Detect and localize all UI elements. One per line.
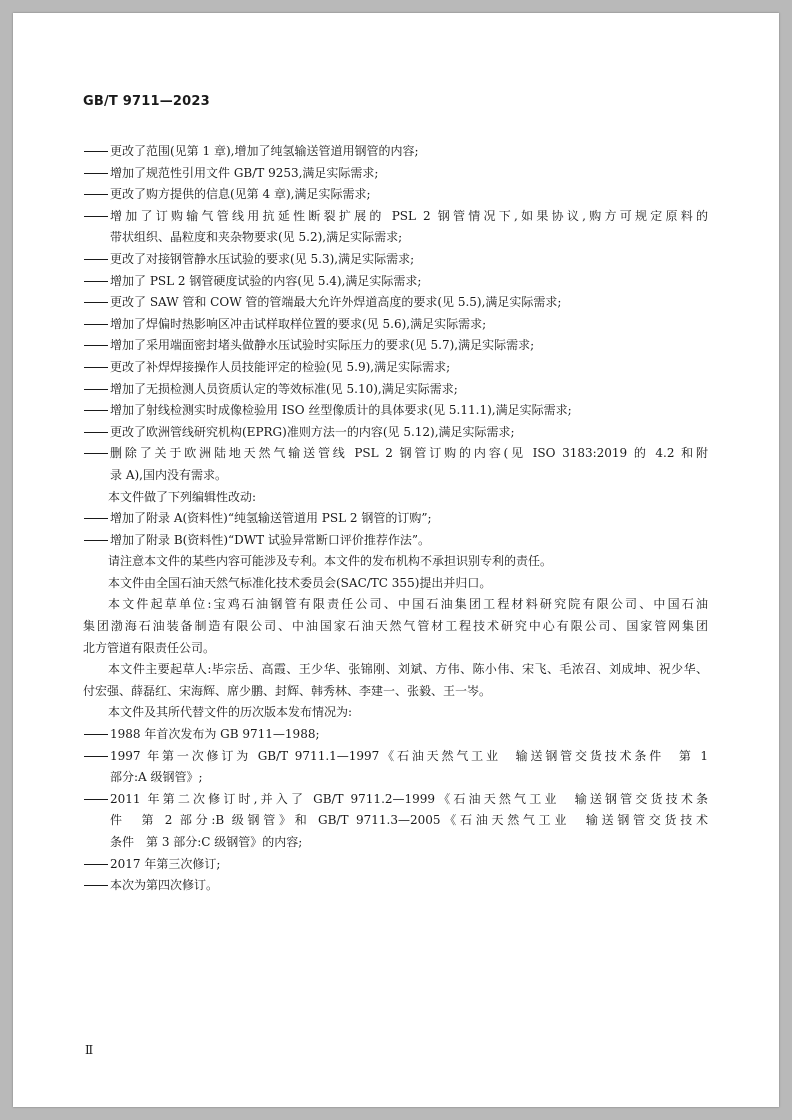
change-item-line: 更改了 SAW 管和 COW 管的管端最大允许外焊道高度的要求(见 5.5),满足实际需求; (110, 295, 562, 310)
change-item (83, 271, 708, 293)
history-item-line: 2011 年第二次修订时,并入了 GB/T 9711.2—1999《石油天然气工业 输送钢管交货技术条 (110, 791, 708, 806)
drafting-units (83, 594, 708, 659)
change-item-line: 录 A),国内没有需求。 (110, 467, 227, 482)
change-item-line: 增加了焊偏时热影响区冲击试样取样位置的要求(见 5.6),满足实际需求; (110, 316, 487, 331)
change-item (83, 206, 708, 249)
em-dash-marker (83, 314, 110, 336)
editorial-list (83, 508, 708, 551)
change-item-line: 更改了购方提供的信息(见第 4 章),满足实际需求; (110, 187, 371, 202)
change-item (83, 163, 708, 185)
history-item (83, 854, 708, 876)
drafting-units-line: 北方管道有限责任公司。 (83, 640, 216, 655)
change-item (83, 422, 708, 444)
em-dash-marker (83, 443, 110, 465)
editorial-item-line: 增加了附录 A(资料性)“纯氢输送管道用 PSL 2 钢管的订购”; (110, 511, 432, 526)
change-item-line: 更改了补焊焊接操作人员技能评定的检验(见 5.9),满足实际需求; (110, 359, 451, 374)
change-item-line: 更改了欧洲管线研究机构(EPRG)准则方法一的内容(见 5.12),满足实际需求; (110, 424, 515, 439)
history-item-line: 本次为第四次修订。 (110, 878, 219, 893)
page-number: Ⅱ (85, 1043, 94, 1057)
em-dash-marker (83, 422, 110, 444)
history-item (83, 746, 708, 789)
em-dash-marker (83, 335, 110, 357)
em-dash-marker (83, 789, 110, 811)
editorial-item (83, 530, 708, 552)
history-list (83, 724, 708, 897)
change-item (83, 400, 708, 422)
em-dash-marker (83, 292, 110, 314)
history-item-line: 件 第 2 部分:B 级钢管》和 GB/T 9711.3—2005《石油天然气工业 输送钢管交货技术 (110, 813, 708, 828)
drafters-line: 付宏强、薛磊红、宋海辉、席少鹏、封辉、韩秀林、李建一、张毅、王一岑。 (83, 683, 492, 698)
drafters-line: 本文件主要起草人:毕宗岳、高霞、王少华、张锦刚、刘斌、方伟、陈小伟、宋飞、毛浓召、刘成坤、祝少华、 (108, 662, 708, 677)
editorial-intro: 本文件做了下列编辑性改动: (108, 489, 257, 504)
change-item-line: 增加了订购输气管线用抗延性断裂扩展的 PSL 2 钢管情况下,如果协议,购方可规定原料的 (110, 208, 708, 223)
standard-code: GB/T 9711—2023 (83, 94, 210, 109)
history-item (83, 724, 708, 746)
history-item-line: 1988 年首次发布为 GB 9711—1988; (110, 727, 320, 742)
document-page (13, 13, 779, 1107)
em-dash-marker (83, 400, 110, 422)
em-dash-marker (83, 379, 110, 401)
proposed-by: 本文件由全国石油天然气标准化技术委员会(SAC/TC 355)提出并归口。 (108, 575, 492, 590)
change-item-line: 更改了对接钢管静水压试验的要求(见 5.3),满足实际需求; (110, 251, 415, 266)
history-item-line: 条件 第 3 部分:C 级钢管》的内容; (110, 835, 303, 849)
change-item-line: 增加了射线检测实时成像检验用 ISO 丝型像质计的具体要求(见 5.11.1),满足实际需求; (110, 403, 572, 418)
em-dash-marker (83, 357, 110, 379)
patent-notice: 请注意本文件的某些内容可能涉及专利。本文件的发布机构不承担识别专利的责任。 (108, 554, 553, 569)
change-item-line: 更改了范围(见第 1 章),增加了纯氢输送管道用钢管的内容; (110, 144, 419, 158)
em-dash-marker (83, 508, 110, 530)
change-item-line: 删除了关于欧洲陆地天然气输送管线 PSL 2 钢管订购的内容(见 ISO 3183:2019 的 4.2 和附 (110, 446, 708, 461)
history-item-line: 1997 年第一次修订为 GB/T 9711.1—1997《石油天然气工业 输送钢管交货技术条件 第 1 (110, 748, 708, 763)
drafting-units-line: 本文件起草单位:宝鸡石油钢管有限责任公司、中国石油集团工程材料研究院有限公司、中国石油 (108, 597, 708, 612)
change-item-line: 增加了 PSL 2 钢管硬度试验的内容(见 5.4),满足实际需求; (110, 273, 422, 288)
change-item (83, 335, 708, 357)
editorial-item-line: 增加了附录 B(资料性)“DWT 试验异常断口评价推荐作法”。 (110, 532, 431, 547)
drafting-units-line: 集团渤海石油装备制造有限公司、中油国家石油天然气管材工程技术研究中心有限公司、国家管网集团 (83, 619, 708, 634)
change-item-line: 增加了规范性引用文件 GB/T 9253,满足实际需求; (110, 165, 379, 180)
em-dash-marker (83, 206, 110, 228)
history-intro: 本文件及其所代替文件的历次版本发布情况为: (108, 705, 353, 720)
em-dash-marker (83, 746, 110, 768)
change-item (83, 314, 708, 336)
change-item (83, 379, 708, 401)
drafters (83, 659, 708, 702)
change-item-line: 增加了无损检测人员资质认定的等效标准(见 5.10),满足实际需求; (110, 381, 458, 396)
change-item-line: 增加了采用端面密封堵头做静水压试验时实际压力的要求(见 5.7),满足实际需求; (110, 338, 535, 353)
change-item (83, 184, 708, 206)
em-dash-marker (83, 724, 110, 746)
history-item (83, 789, 708, 854)
change-item-line: 带状组织、晶粒度和夹杂物要求(见 5.2),满足实际需求; (110, 230, 403, 245)
history-item-line: 2017 年第三次修订; (110, 856, 221, 871)
change-item (83, 443, 708, 486)
history-item-line: 部分:A 级钢管》; (110, 770, 203, 785)
change-item (83, 249, 708, 271)
changes-list (83, 141, 708, 487)
em-dash-marker (83, 854, 110, 876)
em-dash-marker (83, 271, 110, 293)
em-dash-marker (83, 249, 110, 271)
change-item (83, 292, 708, 314)
em-dash-marker (83, 184, 110, 206)
history-item (83, 875, 708, 897)
em-dash-marker (83, 875, 110, 897)
em-dash-marker (83, 163, 110, 185)
editorial-item (83, 508, 708, 530)
em-dash-marker (83, 141, 110, 163)
change-item (83, 357, 708, 379)
em-dash-marker (83, 530, 110, 552)
document-body (83, 141, 708, 897)
change-item (83, 141, 708, 163)
